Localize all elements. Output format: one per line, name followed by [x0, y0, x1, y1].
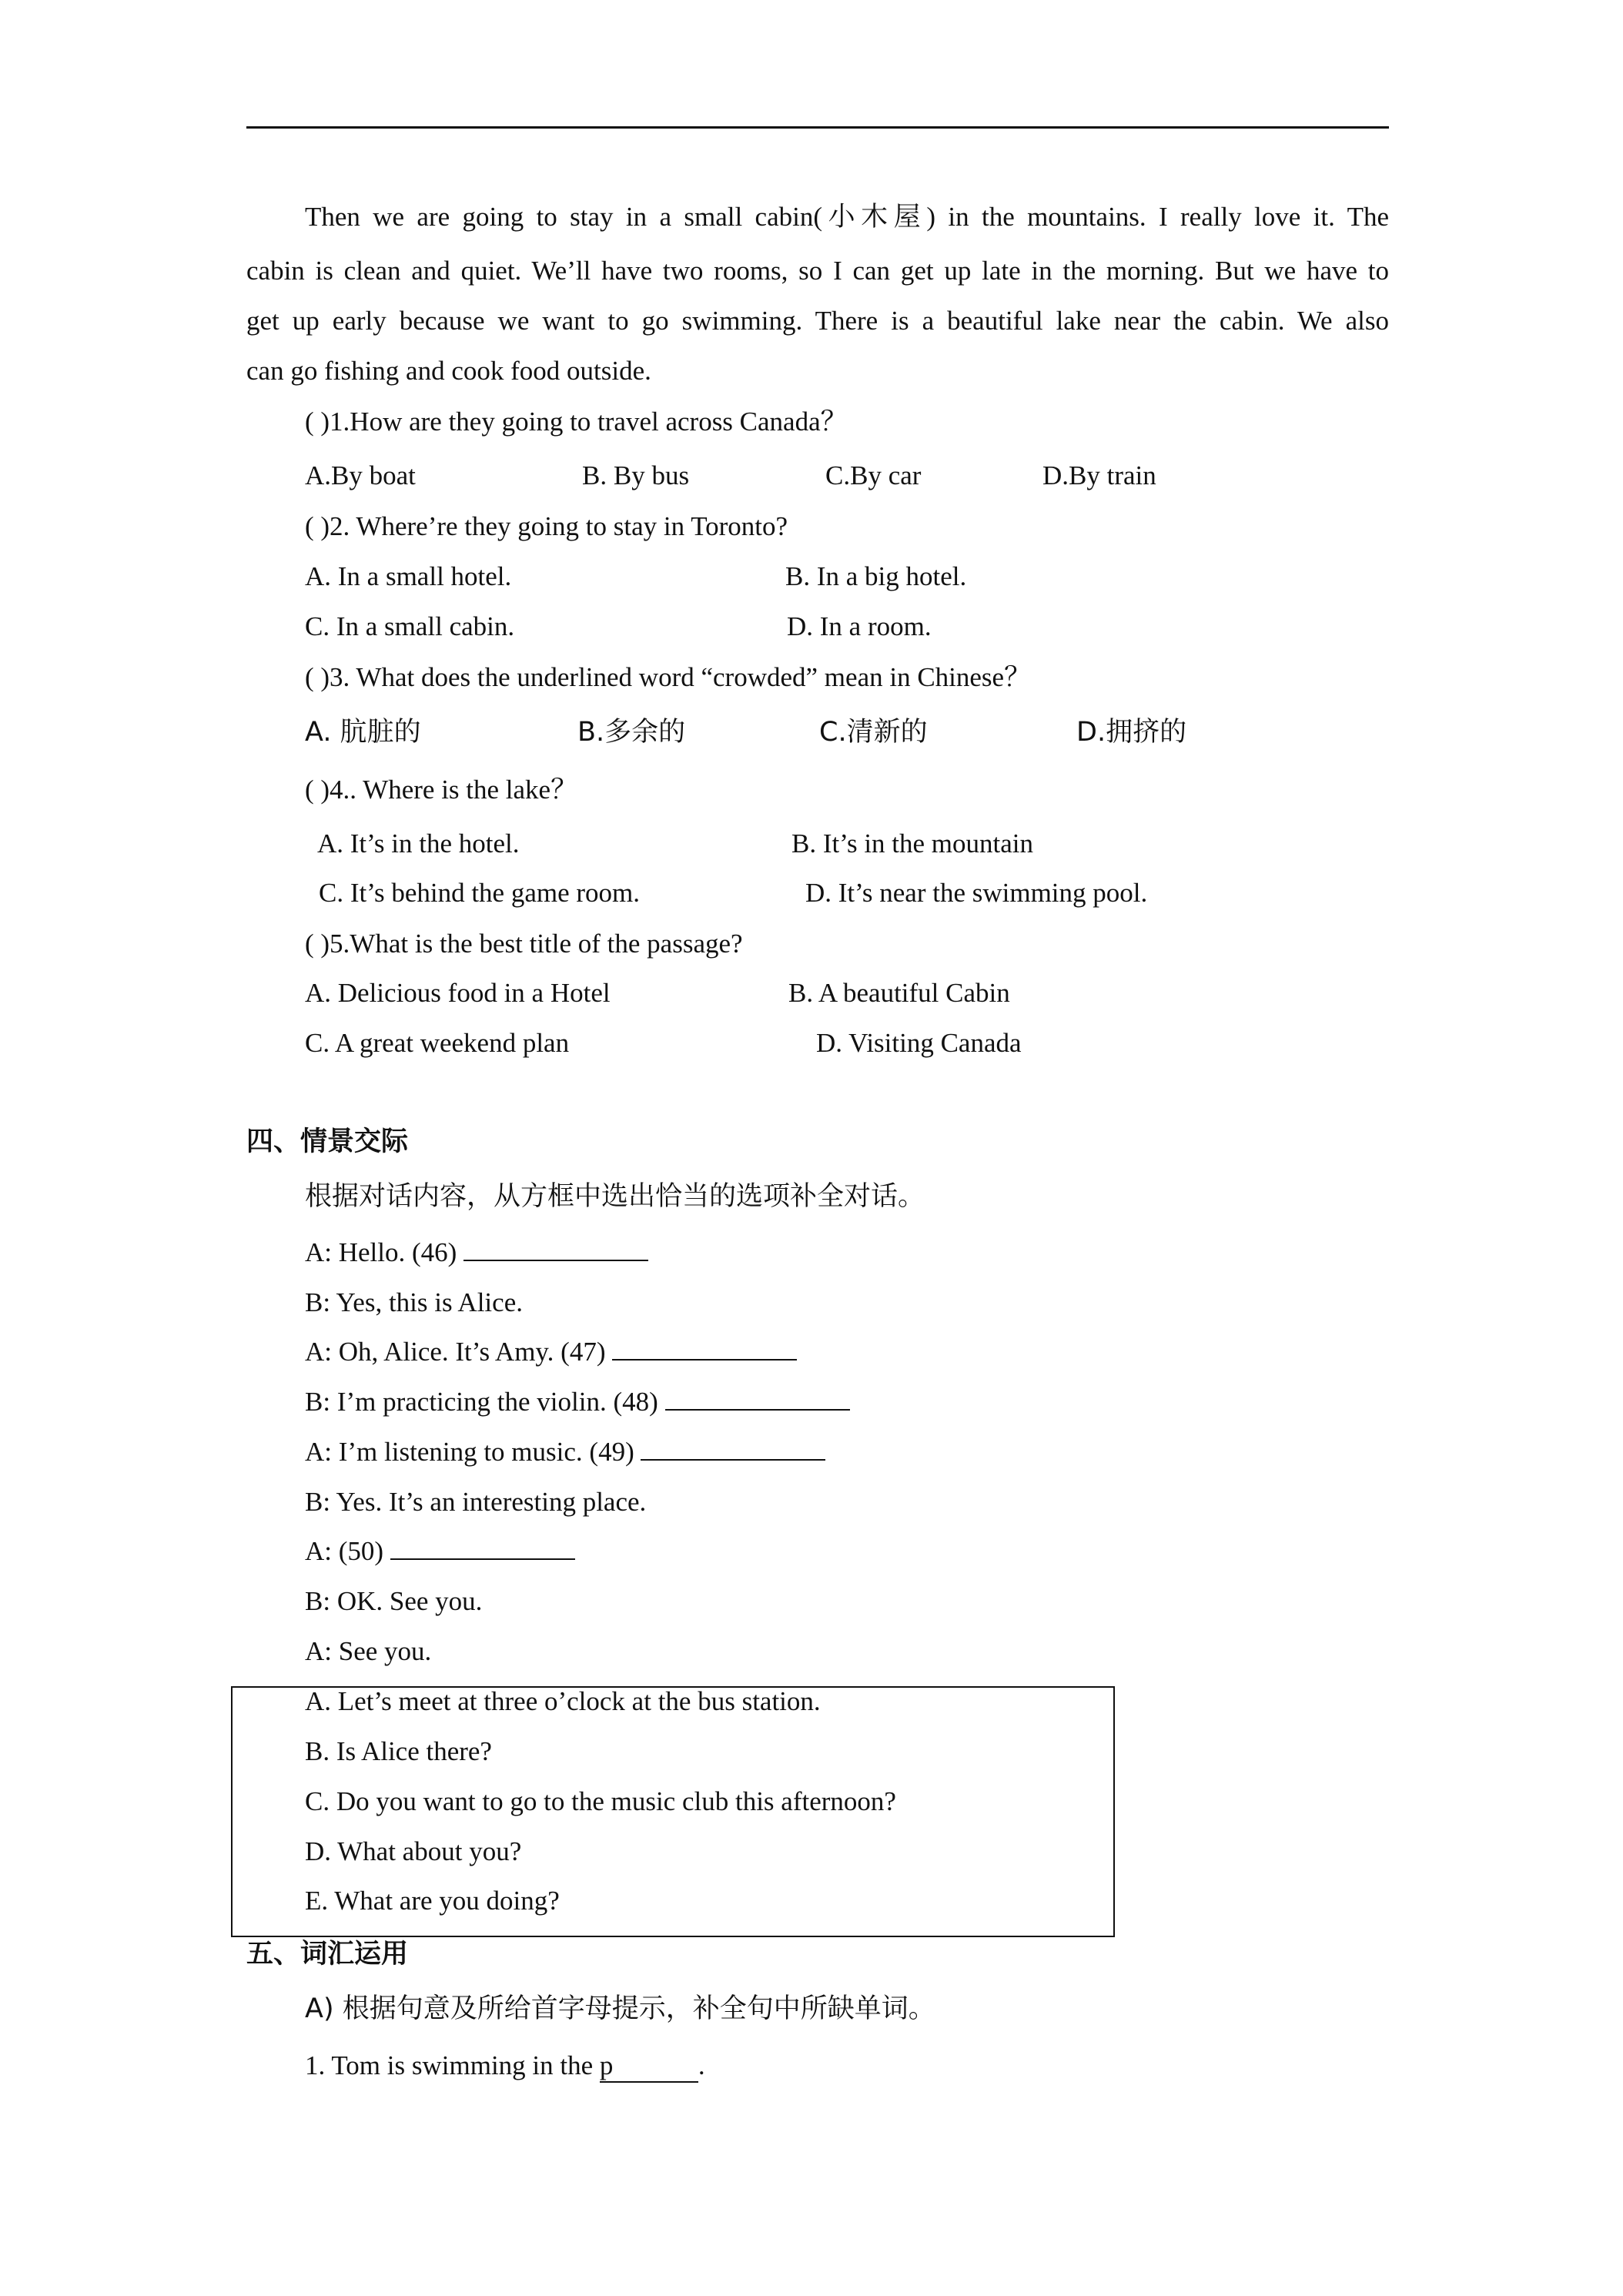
answer-blank[interactable] — [665, 1387, 850, 1411]
choice-item: A. Let’s meet at three o’clock at the bus station. — [305, 1686, 821, 1716]
option-d: D. In a room. — [787, 611, 932, 641]
answer-blank[interactable]: p — [600, 2050, 698, 2083]
question-stem: ( )3. What does the underlined word “crowded” mean in Chinese？ — [305, 662, 1032, 692]
choice-item: B. Is Alice there? — [305, 1736, 492, 1766]
section-heading: 五、词汇运用 — [246, 1939, 409, 1970]
option-c: C. A great weekend plan — [305, 1028, 570, 1058]
option-b: B. In a big hotel. — [785, 561, 967, 591]
option-a: A. Delicious food in a Hotel — [305, 978, 611, 1008]
option-c: C.清新的 — [819, 717, 928, 748]
header-rule — [246, 126, 1389, 129]
option-c: C. It’s behind the game room. — [319, 878, 641, 908]
passage-line: get up early because we want to go swimming. There is a beautiful lake near the cabin. We also — [246, 306, 1389, 336]
option-c: C.By car — [825, 460, 922, 490]
dialogue-line: B: I’m practicing the violin. (48) — [305, 1387, 850, 1417]
answer-blank[interactable] — [463, 1238, 648, 1261]
question-stem: ( )5.What is the best title of the passage? — [305, 929, 743, 959]
question-stem: ( )1.How are they going to travel across Canada？ — [305, 407, 848, 437]
option-a: A. 肮脏的 — [305, 717, 421, 748]
option-d: D. It’s near the swimming pool. — [805, 878, 1148, 908]
choice-item: C. Do you want to go to the music club this afternoon? — [305, 1786, 896, 1816]
option-b: B.多余的 — [577, 717, 686, 748]
option-d: D.By train — [1042, 460, 1156, 490]
answer-blank[interactable] — [612, 1337, 797, 1361]
answer-blank[interactable] — [390, 1537, 575, 1560]
choice-item: E. What are you doing? — [305, 1886, 560, 1916]
dialogue-line: A: I’m listening to music. (49) — [305, 1437, 825, 1468]
dialogue-line: B: OK. See you. — [305, 1586, 483, 1616]
section-instruction: 根据对话内容，从方框中选出恰当的选项补全对话。 — [305, 1181, 925, 1212]
option-c: C. In a small cabin. — [305, 611, 515, 641]
option-d: D.拥挤的 — [1076, 717, 1187, 748]
section-heading: 四、情景交际 — [246, 1126, 409, 1157]
option-a: A.By boat — [305, 460, 416, 490]
option-b: B. A beautiful Cabin — [788, 978, 1010, 1008]
question-stem: ( )2. Where’re they going to stay in Toronto? — [305, 511, 788, 541]
dialogue-line: A: Hello. (46) — [305, 1237, 648, 1268]
section-instruction: A) 根据句意及所给首字母提示，补全句中所缺单词。 — [305, 1993, 935, 2024]
option-a: A. It’s in the hotel. — [317, 828, 520, 858]
option-d: D. Visiting Canada — [816, 1028, 1022, 1058]
passage-line: Then we are going to stay in a small cabin(小木屋) in the mountains. I really love it. The — [305, 202, 1389, 232]
choice-item: D. What about you? — [305, 1836, 522, 1866]
dialogue-line: B: Yes, this is Alice. — [305, 1287, 523, 1317]
option-b: B. By bus — [582, 460, 690, 490]
question-stem: ( )4.. Where is the lake？ — [305, 775, 578, 805]
passage-line: can go fishing and cook food outside. — [246, 356, 651, 386]
option-a: A. In a small hotel. — [305, 561, 512, 591]
dialogue-line: B: Yes. It’s an interesting place. — [305, 1487, 647, 1517]
dialogue-line: A: Oh, Alice. It’s Amy. (47) — [305, 1337, 797, 1367]
dialogue-line: A: See you. — [305, 1636, 432, 1666]
option-b: B. It’s in the mountain — [791, 828, 1034, 858]
passage-line: cabin is clean and quiet. We’ll have two rooms, so I can get up late in the morning. But we have to — [246, 256, 1389, 286]
vocab-item-1: 1. Tom is swimming in the p . — [305, 2050, 705, 2083]
answer-blank[interactable] — [641, 1438, 825, 1461]
dialogue-line: A: (50) — [305, 1536, 575, 1567]
